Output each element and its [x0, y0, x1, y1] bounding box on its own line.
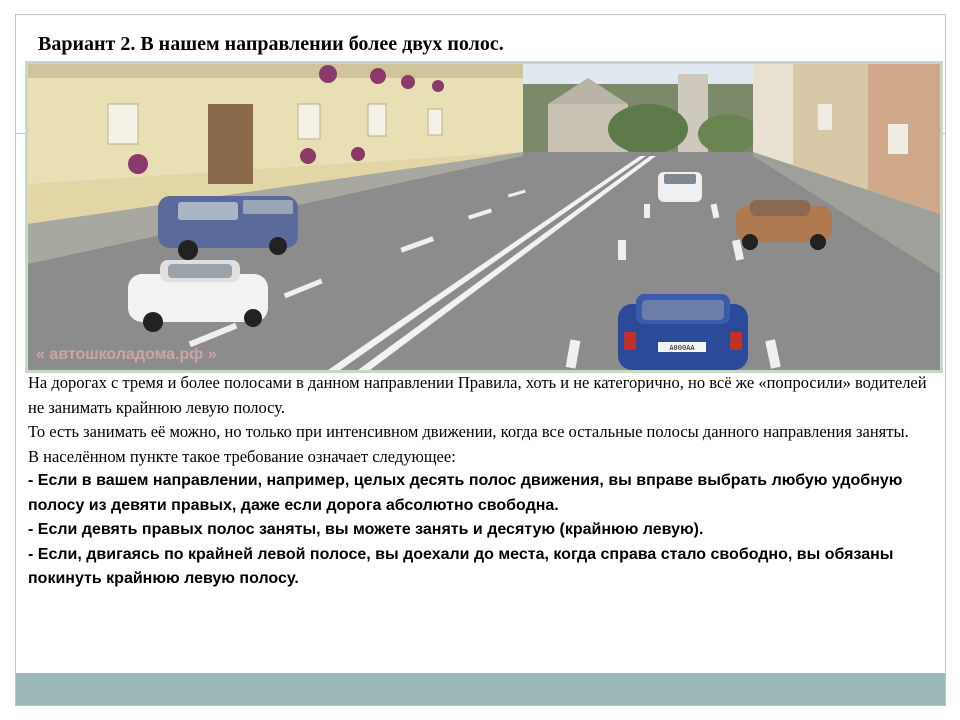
footer-bar [16, 673, 945, 705]
body-text [28, 371, 933, 592]
bold-point-2: - Если девять правых полос заняты, вы можете занять и десятую (крайнюю левую). [28, 521, 704, 538]
road-illustration [25, 61, 943, 373]
paragraph-1: На дорогах с тремя и более полосами в данном направлении Правила, хоть и не категорично, но всё же «попросили» водителей не занимать крайнюю левую полосу. [28, 373, 927, 417]
license-plate: А000АА [669, 344, 695, 352]
bold-point-1: - Если в вашем направлении, например, целых десять полос движения, вы вправе выбрать любую удобную полосу из девяти правых, даже если дорога абсолютно свободна. [28, 472, 903, 514]
slide-frame [15, 14, 946, 706]
paragraph-3: В населённом пункте такое требование означает следующее: [28, 446, 456, 466]
bold-point-3: - Если, двигаясь по крайней левой полосе, вы доехали до места, когда справа стало свободно, вы обязаны покинуть крайнюю левую полосу. [28, 545, 894, 587]
slide-title: Вариант 2. В нашем направлении более двух полос. [38, 33, 504, 55]
paragraph-2: То есть занимать её можно, но только при интенсивном движении, когда все остальные полосы данного направления заняты. [28, 422, 909, 441]
watermark: « автошколадома.рф » [36, 346, 217, 363]
